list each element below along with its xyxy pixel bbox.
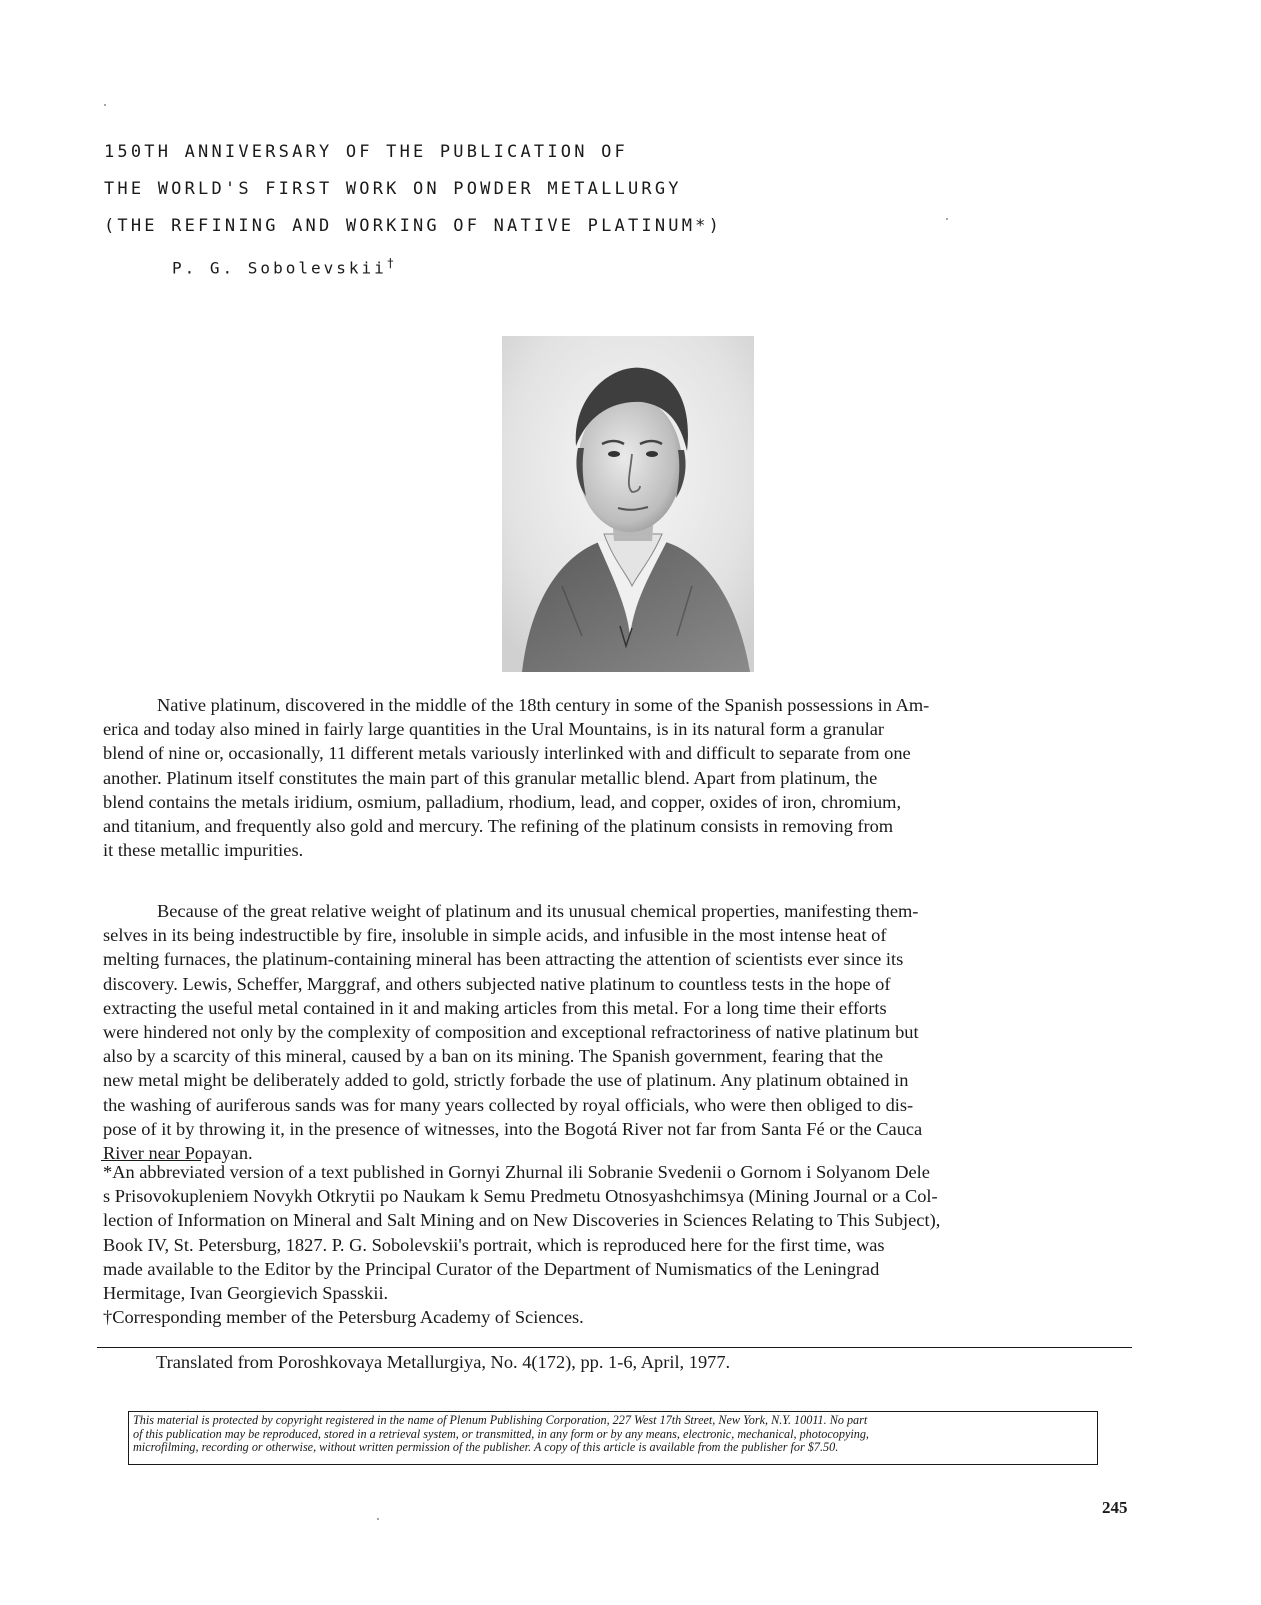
- text-line: selves in its being indestructible by fire, insoluble in simple acids, and infusible in the most intense heat of: [103, 925, 887, 946]
- footnote-line: made available to the Editor by the Principal Curator of the Department of Numismatics of the Leningrad: [103, 1258, 880, 1279]
- text-line: River near Popayan.: [103, 1143, 253, 1164]
- text-line: the washing of auriferous sands was for many years collected by royal officials, who were then obliged to dis-: [103, 1094, 914, 1115]
- copyright-line: of this publication may be reproduced, stored in a retrieval system, or transmitted, in any form or by any means, electronic, mechanical, photocopying,: [133, 1426, 869, 1441]
- copyright-notice: [128, 1411, 1098, 1465]
- scan-speck: [104, 104, 106, 106]
- text-line: Native platinum, discovered in the middle of the 18th century in some of the Spanish possessions in Am-: [157, 695, 930, 715]
- author-byline: [172, 256, 394, 277]
- footnote-line: Book IV, St. Petersburg, 1827. P. G. Sobolevskii's portrait, which is reproduced here for the first time, was: [103, 1234, 885, 1255]
- text-line: Because of the great relative weight of platinum and its unusual chemical properties, manifesting them-: [157, 901, 919, 921]
- text-line: erica and today also mined in fairly large quantities in the Ural Mountains, is in its natural form a granular: [103, 719, 885, 740]
- text-line: also by a scarcity of this mineral, caused by a ban on its mining. The Spanish government, fearing that the: [103, 1046, 884, 1067]
- text-line: another. Platinum itself constitutes the main part of this granular metallic blend. Apart from platinum, the: [103, 767, 878, 788]
- text-line: and titanium, and frequently also gold and mercury. The refining of the platinum consists in removing from: [103, 816, 894, 837]
- text-line: discovery. Lewis, Scheffer, Marggraf, and others subjected native platinum to countless tests in the hope of: [103, 973, 891, 994]
- portrait-engraving-icon: [502, 336, 754, 672]
- title-line-3: (THE REFINING AND WORKING OF NATIVE PLATINUM*): [104, 216, 723, 236]
- text-line: pose of it by throwing it, in the presence of witnesses, into the Bogotá River not far from Santa Fé or the Cauca: [103, 1118, 923, 1139]
- footnote-line: Hermitage, Ivan Georgievich Spasskii.: [103, 1283, 389, 1304]
- text-line: blend contains the metals iridium, osmium, palladium, rhodium, lead, and copper, oxides of iron, chromium,: [103, 791, 902, 812]
- author-name: P. G. Sobolevskii: [172, 258, 387, 278]
- text-line: melting furnaces, the platinum-containing mineral has been attracting the attention of scientists ever since its: [103, 949, 904, 970]
- footnote-line: s Prisovokupleniem Novykh Otkrytii po Naukam k Semu Predmetu Otnosyashchimsya (Mining Journal or a Col-: [103, 1186, 938, 1207]
- text-line: it these metallic impurities.: [103, 840, 304, 861]
- page-number: 245: [1102, 1498, 1128, 1517]
- article-title: [104, 134, 1004, 245]
- copyright-line: This material is protected by copyright registered in the name of Plenum Publishing Corporation, 227 West 17th Street, New York, N.Y. 10011. No part: [133, 1413, 868, 1427]
- author-dagger-mark: †: [386, 256, 394, 270]
- translation-note: Translated from Poroshkovaya Metallurgiya, No. 4(172), pp. 1-6, April, 1977.: [156, 1352, 731, 1372]
- divider-line: [97, 1347, 1132, 1348]
- title-line-1: 150TH ANNIVERSARY OF THE PUBLICATION OF: [104, 142, 628, 162]
- body-paragraph-2: [103, 899, 1152, 1165]
- footnote-line: lection of Information on Mineral and Salt Mining and on New Discoveries in Sciences Relating to This Subject),: [103, 1210, 941, 1231]
- title-line-2: THE WORLD'S FIRST WORK ON POWDER METALLURGY: [104, 179, 682, 199]
- dagger-footnote: †Corresponding member of the Petersburg Academy of Sciences.: [103, 1307, 584, 1328]
- footnotes: [103, 1160, 1152, 1329]
- footnote-line: *An abbreviated version of a text published in Gornyi Zhurnal ili Sobranie Svedenii o Gornom i Solyanom Dele: [103, 1162, 930, 1182]
- text-line: blend of nine or, occasionally, 11 different metals variously interlinked with and difficult to separate from one: [103, 743, 911, 764]
- text-line: extracting the useful metal contained in it and making articles from this metal. For a long time their efforts: [103, 997, 887, 1018]
- text-line: were hindered not only by the complexity of composition and exceptional refractoriness of native platinum but: [103, 1022, 919, 1043]
- scan-speck: [377, 1518, 379, 1520]
- copyright-line: microfilming, recording or otherwise, without written permission of the publisher. A copy of this article is available from the publisher for $7.50.: [133, 1440, 839, 1454]
- body-paragraph-1: [103, 693, 1152, 862]
- text-line: new metal might be deliberately added to gold, strictly forbade the use of platinum. Any platinum obtained in: [103, 1070, 909, 1091]
